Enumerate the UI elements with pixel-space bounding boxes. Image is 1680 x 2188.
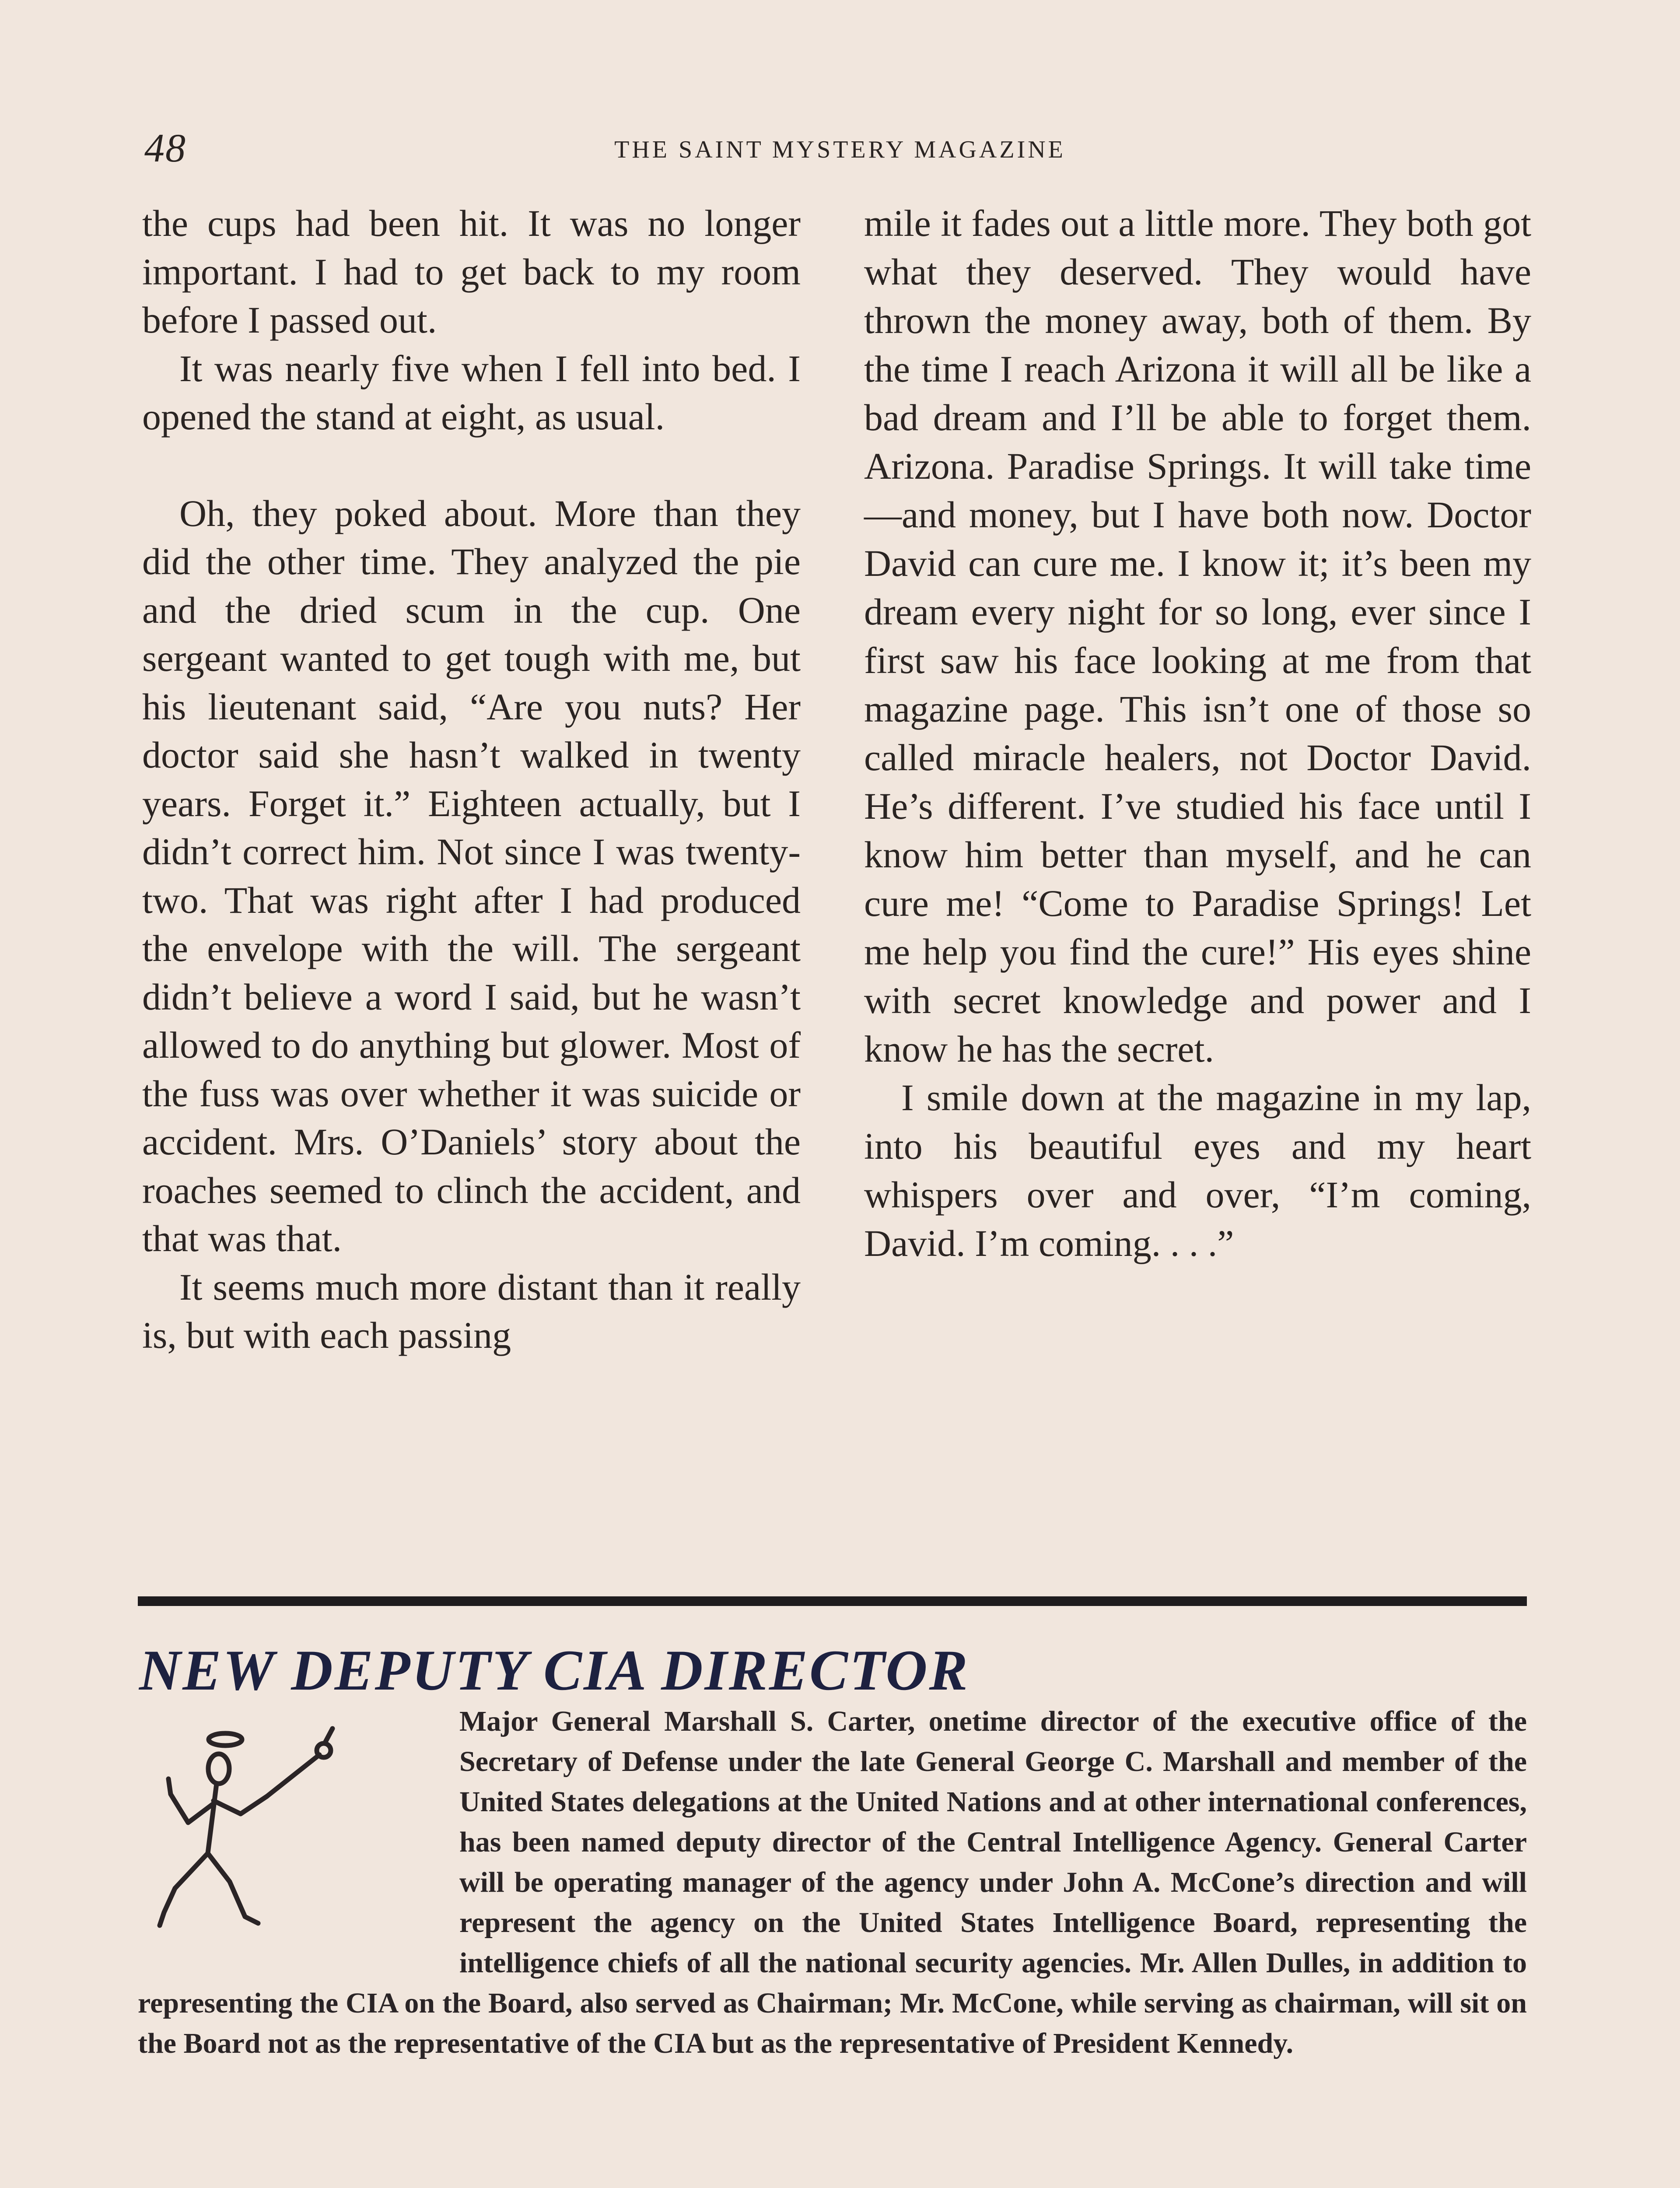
news-headline: NEW DEPUTY CIA DIRECTOR (139, 1638, 970, 1702)
section-divider (138, 1596, 1527, 1606)
illustration-spacer (138, 1701, 459, 1981)
paragraph: I smile down at the magazine in my lap, into his beautiful eyes and my heart whispers over and over, “I’m coming, David. I’m coming. . . .” (864, 1076, 1531, 1264)
paragraph: the cups had been hit. It was no longer important. I had to get back to my room before I passed out. (142, 202, 801, 341)
paragraph: Oh, they poked about. More than they did the other time. They analyzed the pie and the dried scum in the cup. One sergeant wanted to get tough with me, but his lieutenant said, “Are you nuts? Her doctor said she hasn’t walked in twenty years. Forget it.” Eighteen actually, but I didn’t correct him. Not since I was twenty-two. That was right after I had produced the envelope with the will. The sergeant didn’t believe a word I said, but he wasn’t allowed to do anything but glower. Most of the fuss was over whether it was suicide or accident. Mrs. O’Daniels’ story about the roaches seemed to clinch the accident, and that was that. (142, 492, 801, 1259)
paragraph: It was nearly five when I fell into bed. I opened the stand at eight, as usual. (142, 347, 801, 438)
paragraph: mile it fades out a little more. They both got what they deserved. They would have thrown the money away, both of them. By the time I reach Arizona it will all be like a bad dream and I’ll be able to forget them. Arizona. Paradise Springs. It will take time—and money, but I have both now. Doctor David can cure me. I know it; it’s been my dream every night for so long, ever since I first saw his face looking at me from that magazine page. This isn’t one of those so called miracle healers, not Doctor David. He’s different. I’ve studied his face until I know him better than myself, and he can cure me! “Come to Paradise Springs! Let me help you find the cure!” His eyes shine with secret knowledge and power and I know he has the secret. (864, 202, 1531, 1070)
news-body (138, 1701, 1527, 2064)
story-right-column (864, 199, 1531, 1268)
running-head: THE SAINT MYSTERY MAGAZINE (614, 136, 1066, 163)
news-body-text: Major General Marshall S. Carter, onetime director of the executive office of the Secretary of Defense under the late General George C. Marshall and member of the United States delegations at the United Nations and at other international conferences, has been named deputy director of the Central Intelligence Agency. General Carter will be operating manager of the agency under John A. McCone’s direction and will represent the agency on the United States Intelligence Board, representing the intelligence chiefs of all the national security agencies. Mr. Allen Dulles, in addition to representing the CIA on the Board, also served as Chairman; Mr. McCone, while serving as chairman, will sit on the Board not as the representative of the CIA but as the representative of President Kennedy. (138, 1705, 1527, 2059)
page-number: 48 (144, 126, 186, 170)
story-left-column (142, 199, 801, 1360)
paragraph: It seems much more distant than it really is, but with each passing (142, 1266, 801, 1356)
